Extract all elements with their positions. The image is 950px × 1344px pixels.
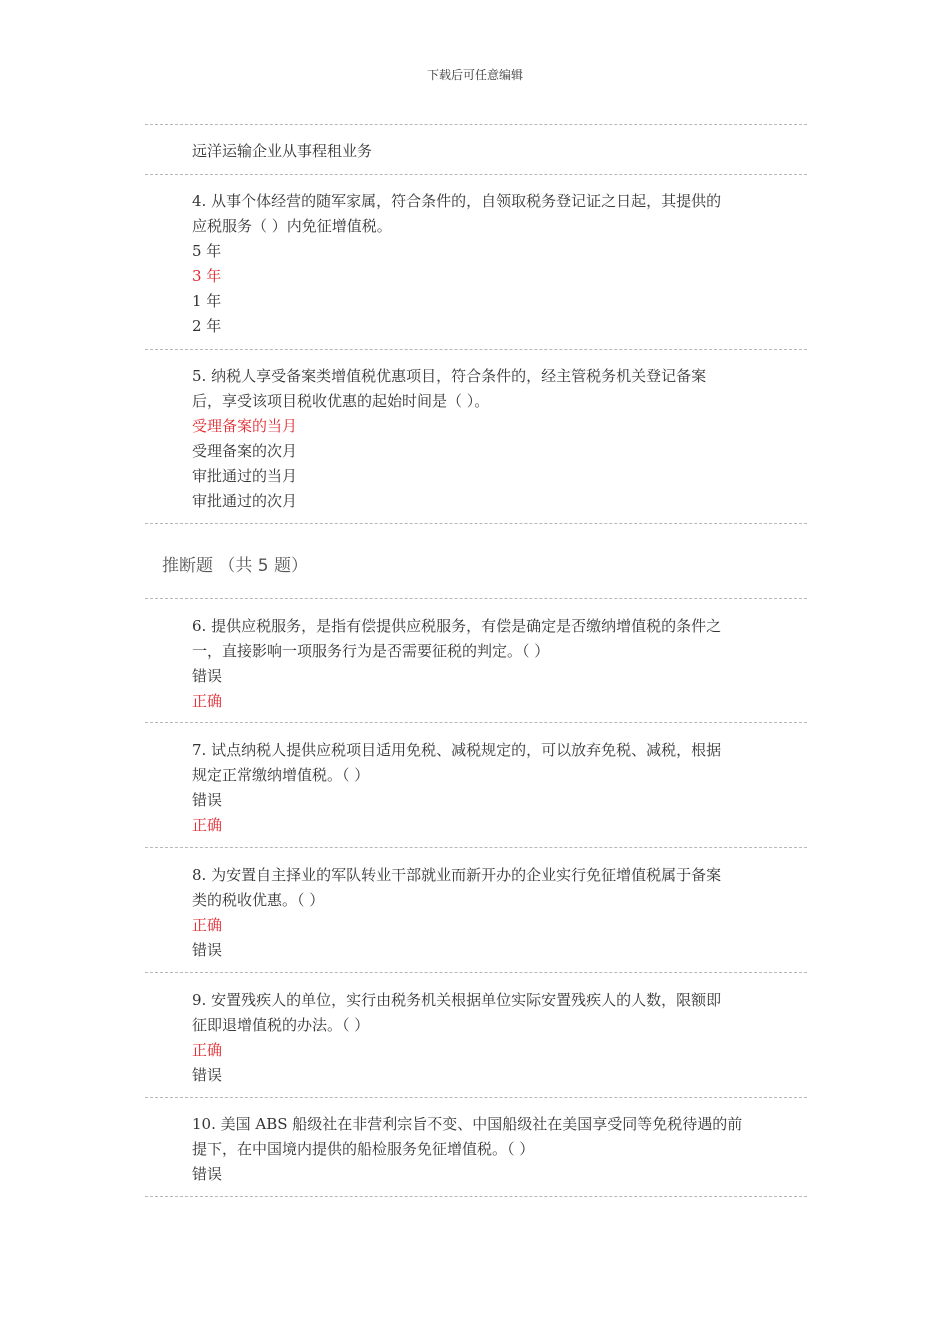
page-header: 下载后可任意编辑 — [426, 68, 523, 82]
section-title: 推断题 （共 5 题） — [162, 556, 309, 576]
separator — [145, 1196, 807, 1197]
question-4-option-2-correct[interactable]: 3 年 — [192, 267, 222, 285]
option-q3[interactable]: 远洋运输企业从事程租业务 — [192, 142, 373, 160]
question-5-option-1-correct[interactable]: 受理备案的当月 — [192, 417, 298, 435]
question-5-text-cont: 后，享受该项目税收优惠的起始时间是（ ）。 — [192, 392, 490, 410]
separator — [145, 124, 807, 125]
question-4-option-4[interactable]: 2 年 — [192, 317, 222, 335]
separator — [145, 598, 807, 599]
question-10-text-cont: 提下，在中国境内提供的船检服务免征增值税。（ ） — [192, 1140, 535, 1158]
separator — [145, 1097, 807, 1098]
separator — [145, 722, 807, 723]
question-10-text: 10. 美国 ABS 船级社在非营利宗旨不变、中国船级社在美国享受同等免税待遇的前 — [192, 1115, 743, 1133]
separator — [145, 174, 807, 175]
separator — [145, 349, 807, 350]
question-7-option-2-correct[interactable]: 正确 — [192, 816, 223, 834]
separator — [145, 847, 807, 848]
question-4-option-1[interactable]: 5 年 — [192, 242, 222, 260]
question-8-text: 8. 为安置自主择业的军队转业干部就业而新开办的企业实行免征增值税属于备案 — [192, 866, 722, 884]
question-6-option-1[interactable]: 错误 — [192, 667, 223, 685]
question-7-text: 7. 试点纳税人提供应税项目适用免税、减税规定的，可以放弃免税、减税，根据 — [192, 741, 722, 759]
question-9-text-cont: 征即退增值税的办法。（ ） — [192, 1016, 370, 1034]
separator — [145, 523, 807, 524]
question-9-option-1-correct[interactable]: 正确 — [192, 1041, 223, 1059]
question-5-text: 5. 纳税人享受备案类增值税优惠项目，符合条件的，经主管税务机关登记备案 — [192, 367, 707, 385]
question-6-text: 6. 提供应税服务，是指有偿提供应税服务，有偿是确定是否缴纳增值税的条件之 — [192, 617, 722, 635]
question-5-option-3[interactable]: 审批通过的当月 — [192, 467, 298, 485]
question-9-text: 9. 安置残疾人的单位，实行由税务机关根据单位实际安置残疾人的人数，限额即 — [192, 991, 722, 1009]
question-9-option-2[interactable]: 错误 — [192, 1066, 223, 1084]
question-4-option-3[interactable]: 1 年 — [192, 292, 222, 310]
question-8-option-1-correct[interactable]: 正确 — [192, 916, 223, 934]
question-4-text-cont: 应税服务（ ）内免征增值税。 — [192, 217, 392, 235]
question-6-option-2-correct[interactable]: 正确 — [192, 692, 223, 710]
question-5-option-2[interactable]: 受理备案的次月 — [192, 442, 298, 460]
question-8-text-cont: 类的税收优惠。（ ） — [192, 891, 325, 909]
question-6-text-cont: 一，直接影响一项服务行为是否需要征税的判定。（ ） — [192, 642, 550, 660]
question-5-option-4[interactable]: 审批通过的次月 — [192, 492, 298, 510]
question-10-option-1[interactable]: 错误 — [192, 1165, 223, 1183]
question-4-text: 4. 从事个体经营的随军家属，符合条件的，自领取税务登记证之日起，其提供的 — [192, 192, 722, 210]
question-8-option-2[interactable]: 错误 — [192, 941, 223, 959]
question-7-option-1[interactable]: 错误 — [192, 791, 223, 809]
separator — [145, 972, 807, 973]
question-7-text-cont: 规定正常缴纳增值税。（ ） — [192, 766, 370, 784]
